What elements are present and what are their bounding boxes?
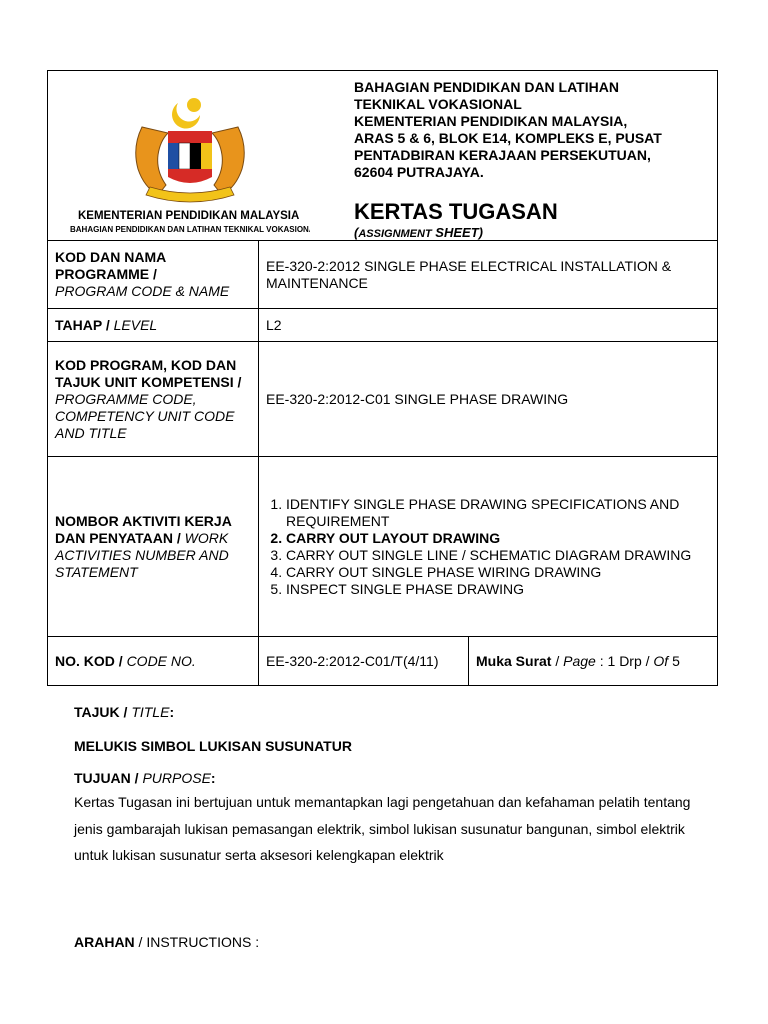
logo-caption-2: BAHAGIAN PENDIDIKAN DAN LATIHAN TEKNIKAL VOKASIONAL bbox=[70, 225, 310, 234]
level-label-bold: TAHAP / bbox=[55, 316, 110, 333]
competency-label-italic: PROGRAMME CODE, COMPETENCY UNIT CODE AND TITLE bbox=[55, 390, 235, 441]
malaysia-coat-of-arms-icon bbox=[70, 91, 310, 241]
program-label-bold: KOD DAN NAMA PROGRAMME / bbox=[55, 249, 166, 282]
subtitle-paren: ( bbox=[354, 225, 359, 240]
title-label bbox=[74, 704, 174, 720]
activity-item: 1. IDENTIFY SINGLE PHASE DRAWING SPECIFICATIONS AND REQUIREMENT bbox=[286, 496, 717, 530]
subtitle-assignment: ASSIGNMENT bbox=[358, 228, 432, 240]
activity-item: 4. CARRY OUT SINGLE PHASE WIRING DRAWING bbox=[286, 564, 717, 581]
document-title: KERTAS TUGASAN bbox=[354, 199, 558, 224]
agency-line: PENTADBIRAN KERAJAAN PERSEKUTUAN, bbox=[354, 147, 651, 163]
competency-label-cell bbox=[48, 342, 259, 457]
ministry-logo bbox=[70, 91, 310, 241]
assignment-title: MELUKIS SIMBOL LUKISAN SUSUNATUR bbox=[74, 738, 352, 754]
document-subtitle bbox=[354, 225, 483, 242]
activity-item: 2. CARRY OUT LAYOUT DRAWING bbox=[286, 530, 717, 547]
activities-label-cell bbox=[48, 457, 259, 637]
purpose-colon: : bbox=[210, 770, 216, 786]
level-value: L2 bbox=[259, 309, 718, 342]
activity-item: 5. INSPECT SINGLE PHASE DRAWING bbox=[286, 581, 717, 598]
competency-value: EE-320-2:2012-C01 SINGLE PHASE DRAWING bbox=[259, 342, 718, 457]
purpose-label bbox=[74, 770, 216, 786]
title-label-italic: TITLE bbox=[131, 704, 170, 720]
program-label-italic: PROGRAM CODE & NAME bbox=[55, 283, 230, 299]
activities-list bbox=[266, 496, 717, 598]
agency-line: TEKNIKAL VOKASIONAL bbox=[354, 96, 522, 112]
title-colon: : bbox=[169, 704, 175, 720]
program-value: EE-320-2:2012 SINGLE PHASE ELECTRICAL INSTALLATION & MAINTENANCE bbox=[259, 241, 718, 309]
purpose-paragraph: Kertas Tugasan ini bertujuan untuk memantapkan lagi pengetahuan dan kefahaman pelatih tentang jenis gambarajah lukisan pemasangan elektrik, simbol lukisan susunatur bangunan, simbol elektrik untuk lukisan susunatur serta aksesori kelengkapan elektrik bbox=[74, 794, 691, 863]
code-label-cell bbox=[48, 637, 259, 686]
purpose-label-bold: TUJUAN / bbox=[74, 770, 139, 786]
page-sep: / bbox=[551, 652, 564, 669]
instructions-label-rest: / INSTRUCTIONS : bbox=[134, 934, 260, 950]
page-number-cell bbox=[469, 637, 718, 686]
code-label-bold: NO. KOD / bbox=[55, 652, 123, 669]
page-label-bold: Muka Surat bbox=[476, 652, 552, 669]
purpose-label-italic: PURPOSE bbox=[142, 770, 211, 786]
competency-label-bold: KOD PROGRAM, KOD DAN TAJUK UNIT KOMPETENSI / bbox=[55, 356, 242, 390]
program-label-cell bbox=[48, 241, 259, 309]
program-row bbox=[48, 241, 718, 309]
agency-line: KEMENTERIAN PENDIDIKAN MALAYSIA, bbox=[354, 113, 628, 129]
agency-line: BAHAGIAN PENDIDIKAN DAN LATIHAN bbox=[354, 79, 619, 95]
page-total: 5 bbox=[668, 652, 680, 669]
agency-address bbox=[354, 79, 662, 181]
letterhead-cell bbox=[48, 71, 718, 241]
assignment-header-table bbox=[47, 70, 718, 686]
activity-item: 3. CARRY OUT SINGLE LINE / SCHEMATIC DIAGRAM DRAWING bbox=[286, 547, 717, 564]
activities-label-bold: NOMBOR AKTIVITI KERJA DAN PENYATAAN / bbox=[55, 512, 232, 546]
agency-line: 62604 PUTRAJAYA. bbox=[354, 164, 484, 180]
code-value: EE-320-2:2012-C01/T(4/11) bbox=[259, 637, 469, 686]
code-row bbox=[48, 637, 718, 686]
logo-caption-1: KEMENTERIAN PENDIDIKAN MALAYSIA bbox=[78, 210, 300, 222]
title-label-bold: TAJUK / bbox=[74, 704, 128, 720]
level-label-cell bbox=[48, 309, 259, 342]
activities-label-italic: WORK ACTIVITIES NUMBER AND STATEMENT bbox=[55, 529, 229, 580]
activities-row bbox=[48, 457, 718, 637]
level-row bbox=[48, 309, 718, 342]
competency-row bbox=[48, 342, 718, 457]
page-of: Of bbox=[653, 652, 669, 669]
page-value: : 1 Drp / bbox=[595, 652, 654, 669]
code-label-italic: CODE NO. bbox=[126, 652, 196, 669]
activities-list-cell bbox=[259, 457, 718, 637]
subtitle-sheet: SHEET) bbox=[431, 225, 483, 240]
agency-line: ARAS 5 & 6, BLOK E14, KOMPLEKS E, PUSAT bbox=[354, 130, 662, 146]
instructions-label-bold: ARAHAN bbox=[74, 934, 135, 950]
instructions-label bbox=[74, 934, 259, 950]
page-label-italic: Page bbox=[563, 652, 596, 669]
level-label-italic: LEVEL bbox=[113, 316, 158, 333]
